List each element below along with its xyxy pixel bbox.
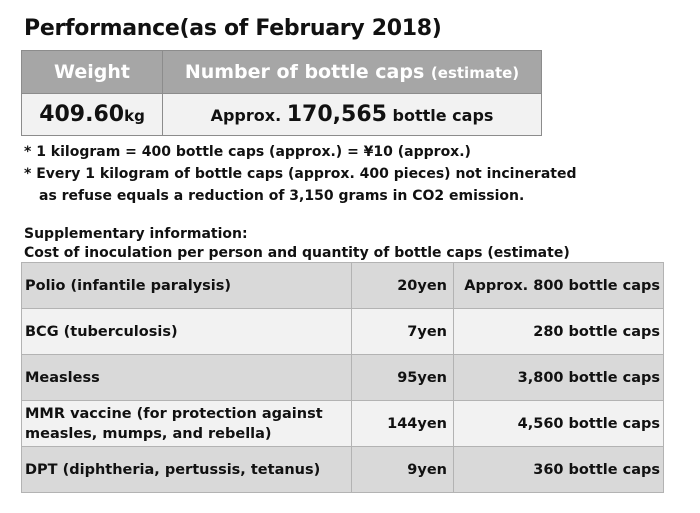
table-row [22,309,664,355]
weight-value: 409.60 [39,102,125,127]
weight-cell [22,94,163,136]
vaccine-cost: 144yen [352,401,454,447]
performance-table [21,50,542,136]
table-row [22,401,664,447]
table-row [22,355,664,401]
note-co2-line1: * Every 1 kilogram of bottle caps (approx. 400 pieces) not incinerated [24,166,577,182]
note-co2-line2: as refuse equals a reduction of 3,150 grams in CO2 emission. [39,188,525,204]
vaccine-cost: 7yen [352,309,454,355]
caps-header [163,51,542,94]
vaccine-cost: 20yen [352,263,454,309]
table-row [22,447,664,493]
caps-unit: bottle caps [392,106,494,125]
vaccine-caps: 3,800 bottle caps [454,355,664,401]
caps-header-label: Number of bottle caps [184,61,425,83]
caps-value: 170,565 [286,102,387,127]
caps-prefix: Approx. [210,106,282,125]
vaccine-caps: 280 bottle caps [454,309,664,355]
caps-cell [163,94,542,136]
vaccine-caps: 4,560 bottle caps [454,401,664,447]
page-title: Performance(as of February 2018) [24,16,442,41]
performance-value-row [22,94,542,136]
table-row [22,263,664,309]
vaccine-caps: Approx. 800 bottle caps [454,263,664,309]
supplementary-heading-block [24,225,570,263]
inoculation-cost-table [21,262,664,493]
supplementary-subheading: Cost of inoculation per person and quantity of bottle caps (estimate) [24,245,570,261]
vaccine-name: Polio (infantile paralysis) [22,263,352,309]
vaccine-cost: 9yen [352,447,454,493]
notes [24,141,577,207]
vaccine-name: DPT (diphtheria, pertussis, tetanus) [22,447,352,493]
note-conversion: * 1 kilogram = 400 bottle caps (approx.) = ¥10 (approx.) [24,144,471,160]
caps-header-note: (estimate) [430,64,520,82]
vaccine-caps: 360 bottle caps [454,447,664,493]
vaccine-name: MMR vaccine (for protection against measles, mumps, and rebella) [22,401,352,447]
supplementary-heading: Supplementary information: [24,226,248,242]
weight-header: Weight [22,51,163,94]
vaccine-name: Measless [22,355,352,401]
performance-header-row [22,51,542,94]
vaccine-cost: 95yen [352,355,454,401]
weight-unit: kg [124,107,145,125]
vaccine-name: BCG (tuberculosis) [22,309,352,355]
